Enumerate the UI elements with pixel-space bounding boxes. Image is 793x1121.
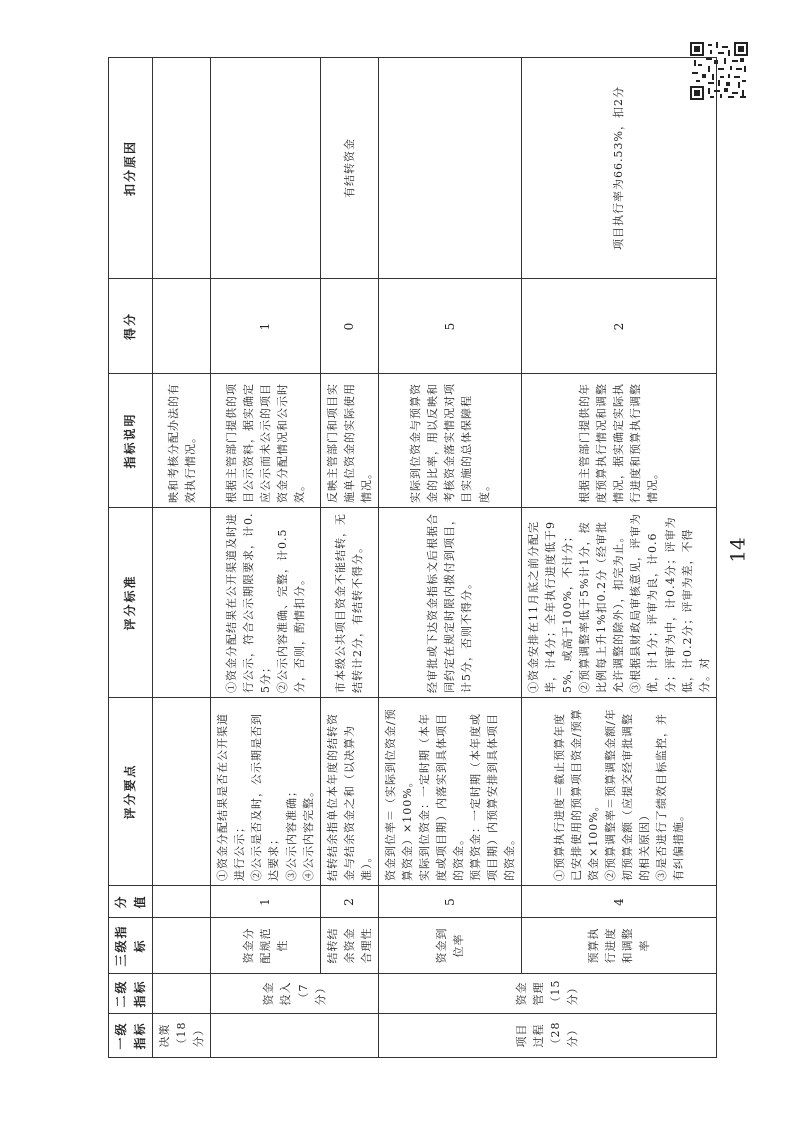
cell-explain: 实际到位资金与预算资金的比率，用以反映和考核资金落实情况对项目实施的总体保障程度。 — [378, 374, 521, 508]
header-explain: 指标说明 — [109, 374, 153, 508]
cell-points — [522, 698, 717, 886]
cell-deduct — [211, 58, 320, 279]
cell-l1: 决策（18分） — [153, 1014, 211, 1058]
cell-l3: 资金到位率 — [378, 918, 521, 974]
points-line: ③公示内容准确； — [284, 785, 298, 881]
standard-line: ②预算调整率低于5%计1分，按比例每上升1%扣0.2分（经审批允许调整的除外），扣完为止。 — [578, 521, 626, 693]
cell-score-value: 1 — [211, 886, 320, 918]
cell-standard — [522, 508, 717, 698]
header-score: 得分 — [109, 279, 153, 374]
cell-explain: 根据主管部门提供的项目公示资料，据实确定应公示而未公示的项目资金分配情况和公示时效。 — [211, 374, 320, 508]
header-l2: 二级指标 — [109, 974, 153, 1014]
cell-standard: 经审批或下达资金指标文后根据合同约定在规定时限内拨付到项目，计5分，否则不得分。 — [378, 508, 521, 698]
cell-l3: 结转结余资金合理性 — [320, 918, 378, 974]
table-header-row — [109, 58, 153, 1058]
cell-l1: 项目过程（28分） — [378, 1014, 716, 1058]
header-standard: 评分标准 — [109, 508, 153, 698]
table-row — [211, 58, 320, 1058]
cell-explain: 反映主管部门和项目实施单位资金的实际使用情况。 — [320, 374, 378, 508]
cell-score-value: 4 — [522, 886, 717, 918]
cell-standard — [211, 508, 320, 698]
points-line: 预算资金：一定时期（本年度或项目期）内预算安排到具体项目的资金。 — [468, 713, 517, 881]
cell-deduct: 有结转资金 — [320, 58, 378, 279]
header-l3: 三级指标 — [109, 918, 153, 974]
cell-score: 1 — [211, 279, 320, 374]
standard-line: ①资金安排在11月底之前分配完毕，计4分；全年执行进度低于95%，或高于100%，不计分； — [527, 521, 575, 693]
cell-l3: 预算执行进度和调整率 — [522, 918, 717, 974]
points-line: ②预算调整率＝预算调整金额/年初预算金额（应提交经审批调整的相关原因） — [603, 708, 651, 881]
points-line: ①预算执行进度＝截止预算年度已安排使用的预算项目资金/预算资金×100%。 — [552, 708, 600, 881]
cell-score: 2 — [522, 279, 717, 374]
header-points: 评分要点 — [109, 698, 153, 886]
cell-deduct — [378, 58, 521, 279]
header-deduct: 扣分原因 — [109, 58, 153, 279]
points-line: 资金到位率＝（实际到位资金/预算资金）×100%。 — [383, 708, 414, 881]
rotated-table-container — [108, 58, 711, 1058]
cell-explain: 根据主管部门提供的年度预算执行情况和调整情况，据实确定实际执行进度和预算执行调整情况。 — [522, 374, 717, 508]
standard-line: ③根据县财政局审核意见，评审为优，计1分；评审为良，计0.6分；评审为中，计0.4分；评审为低，计0.2分；评审为差，不得分。对 — [629, 513, 711, 693]
points-line: 实际到位资金：一定时期（本年度或项目期）内落实到具体项目的资金。 — [417, 713, 465, 881]
standard-line: ②公示内容准确、完整，计0.5分，否则，酌情扣分。 — [275, 528, 307, 693]
table-row — [378, 58, 521, 1058]
points-line: ④公示内容完整。 — [301, 785, 315, 881]
cell-l3: 资金分配规范性 — [211, 918, 320, 974]
cell-l2: 资金投入（7分） — [211, 974, 378, 1014]
header-l1: 一级指标 — [109, 1014, 153, 1058]
table-row — [522, 58, 717, 1058]
cell-score: 5 — [378, 279, 521, 374]
cell-explain: 映和考核分配办法的有效执行情况。 — [153, 374, 211, 508]
cell-standard: 市本级公共项目资金不能结转，无结转计2分，有结转不得分。 — [320, 508, 378, 698]
points-line: ③是否进行了绩效目标监控，并有纠偏措施。 — [654, 713, 686, 881]
cell-points — [378, 698, 521, 886]
evaluation-table — [108, 57, 717, 1058]
points-line: ②公示是否及时，公示期是否到达要求； — [250, 713, 281, 881]
table-row — [320, 58, 378, 1058]
table-row — [153, 58, 211, 1058]
cell-score-value: 5 — [378, 886, 521, 918]
cell-points — [211, 698, 320, 886]
cell-score-value: 2 — [320, 886, 378, 918]
standard-line: ①资金分配结果在公开渠道及时进行公示，符合公示期限要求，计0.5分； — [224, 512, 272, 693]
cell-deduct: 项目执行率为66.53%，扣2分 — [522, 58, 717, 279]
cell-l2: 资金管理（15分） — [378, 974, 716, 1014]
page-number: 14 — [725, 537, 750, 563]
cell-score: 0 — [320, 279, 378, 374]
header-score-value: 分值 — [109, 886, 153, 918]
points-line: ①资金分配结果是否在公开渠道进行公示； — [216, 713, 247, 881]
cell-points: 结转结余指单位本年度的结转资金与结余资金之和（以决算为准）。 — [320, 698, 378, 886]
